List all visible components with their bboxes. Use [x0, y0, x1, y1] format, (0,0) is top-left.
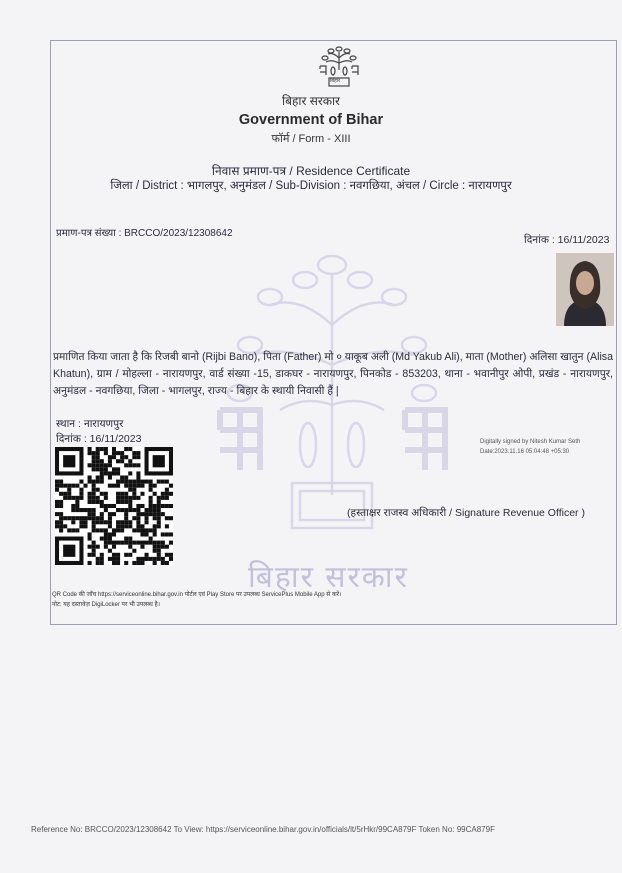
qr-code-icon[interactable] — [55, 447, 173, 565]
location-line: जिला / District : भागलपुर, अनुमंडल / Sub-Division : नवगछिया, अंचल / Circle : नारायणपुर — [110, 180, 512, 192]
digital-signature-line1: Digitally signed by Nitesh Kumar Seth — [480, 439, 581, 445]
government-title: Government of Bihar — [238, 112, 384, 128]
applicant-photo — [556, 253, 614, 326]
digital-signature-line2: Date:2023.11.16 05:04:48 +05:30 — [480, 449, 570, 455]
form-number: फॉर्म / Form - XIII — [271, 133, 351, 145]
certificate-number: प्रमाण-पत्र संख्या : BRCCO/2023/12308642 — [56, 228, 233, 239]
place: स्थान : नारायणपुर — [56, 418, 124, 430]
watermark-text: बिहार सरकार — [248, 561, 409, 594]
issue-date: दिनांक : 16/11/2023 — [524, 234, 610, 246]
qr-verification-note: QR Code की जाँच https://serviceonline.bihar.gov.in पोर्टल एवं Play Store पर उपलब्ध ServicePlus Mobile App से करें। — [52, 592, 342, 598]
digilocker-note: नोट: यह दस्तावेज़ DigiLocker पर भी उपलब्ध है। — [52, 602, 160, 608]
reference-line[interactable]: Reference No: BRCCO/2023/12308642 To View: https://serviceonline.bihar.gov.in/officials/lt/5rHkr/99CA879F Token No: 99CA879F — [31, 825, 495, 834]
place-date: दिनांक : 16/11/2023 — [56, 433, 142, 445]
state-hindi-title: बिहार सरकार — [282, 94, 340, 108]
certificate-title: निवास प्रमाण-पत्र / Residence Certificate — [211, 164, 411, 178]
signature-label: (हस्ताक्षर राजस्व अधिकारी / Signature Revenue Officer ) — [347, 507, 585, 519]
certificate-body-text: प्रमाणित किया जाता है कि रिजबी बानो (Rijbi Bano), पिता (Father) मो ० याकूब अली (Md Yakub Ali), माता (Mother) अलिसा खातुन (Alisa Khatun), ग्राम / मोहल्ला - नारायणपुर, वार्ड संख्या -15, डाकघर - नारायणपुर, पिनकोड - 853203, थाना - भवानीपुर ओपी, प्रखंड - नारायणपुर, अनुमंडल - नवगछिया, जिला - भागलपुर, राज्य - बिहार के स्थायी निवासी हैं | — [53, 351, 613, 397]
bihar-emblem-watermark-icon — [210, 235, 455, 600]
emblem-label: बिहार — [330, 78, 341, 84]
